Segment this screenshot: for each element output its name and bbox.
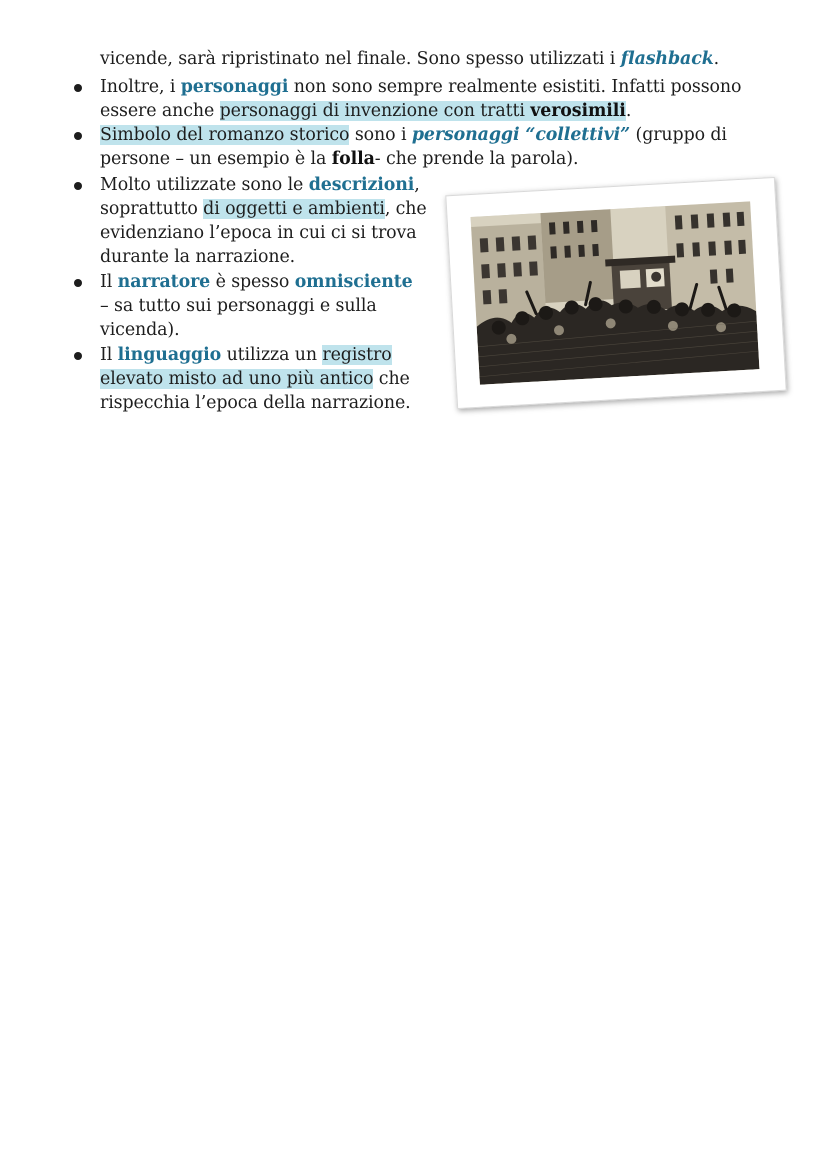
bold-text: folla (331, 149, 375, 169)
text-run: Il (100, 272, 118, 292)
text-line (100, 367, 410, 391)
text-line (100, 343, 392, 367)
text-line (100, 173, 420, 197)
text-run: rispecchia l’epoca della narrazione. (100, 393, 411, 413)
text-run: utilizza un (221, 345, 323, 365)
keyword-personaggi: personaggi (180, 77, 289, 97)
bullet-icon (74, 132, 82, 140)
text-run: (gruppo di (630, 125, 727, 145)
text-run: essere anche (100, 101, 220, 121)
keyword-linguaggio: linguaggio (117, 345, 222, 365)
keyword-personaggi-collettivi: personaggi “collettivi” (411, 125, 631, 145)
text-run: che (373, 369, 410, 389)
highlighted-text: elevato misto ad uno più antico (100, 369, 374, 389)
keyword-descrizioni: descrizioni (308, 175, 415, 195)
text-line (100, 47, 719, 71)
text-run: non sono sempre realmente esistiti. Infatti possono (288, 77, 742, 97)
bullet-icon (74, 84, 82, 92)
illustration-frame (445, 177, 786, 409)
keyword-flashback: flashback (620, 49, 714, 69)
text-line (100, 294, 377, 318)
text-run: Molto utilizzate sono le (100, 175, 309, 195)
text-run: - che prende la parola). (374, 149, 579, 169)
text-run: Il (100, 345, 118, 365)
text-run: vicenda). (100, 320, 180, 340)
keyword-narratore: narratore (117, 272, 211, 292)
keyword-omnisciente: omnisciente (294, 272, 413, 292)
text-run: . (713, 49, 720, 69)
text-line (100, 318, 180, 342)
text-line (100, 147, 578, 171)
bullet-icon (74, 182, 82, 190)
text-run: Inoltre, i (100, 77, 181, 97)
text-run: vicende, sarà ripristinato nel finale. Sono spesso utilizzati i (100, 49, 621, 69)
bullet-icon (74, 352, 82, 360)
text-line (100, 391, 411, 415)
text-run: – sa tutto sui personaggi e sulla (100, 296, 377, 316)
text-run: sono i (349, 125, 412, 145)
highlighted-text: personaggi di invenzione con tratti (219, 101, 531, 121)
text-line (100, 221, 417, 245)
highlighted-text: registro (322, 345, 392, 365)
text-run: soprattutto (100, 199, 204, 219)
text-line (100, 270, 413, 294)
text-run: durante la narrazione. (100, 247, 296, 267)
text-line (100, 99, 631, 123)
text-run: , che (384, 199, 427, 219)
text-line (100, 197, 427, 221)
highlighted-text: Simbolo del romanzo storico (100, 125, 350, 145)
text-line (100, 245, 295, 269)
text-line (100, 123, 727, 147)
text-run: , (414, 175, 420, 195)
text-run: persone – un esempio è la (100, 149, 332, 169)
bold-text: verosimili (530, 101, 626, 121)
highlighted-text: di oggetti e ambienti (203, 199, 385, 219)
text-run: evidenziano l’epoca in cui ci si trova (100, 223, 417, 243)
text-run: è spesso (210, 272, 295, 292)
text-line (100, 75, 741, 99)
bullet-icon (74, 279, 82, 287)
text-run: . (625, 101, 632, 121)
crowd-engraving-image (471, 201, 760, 384)
